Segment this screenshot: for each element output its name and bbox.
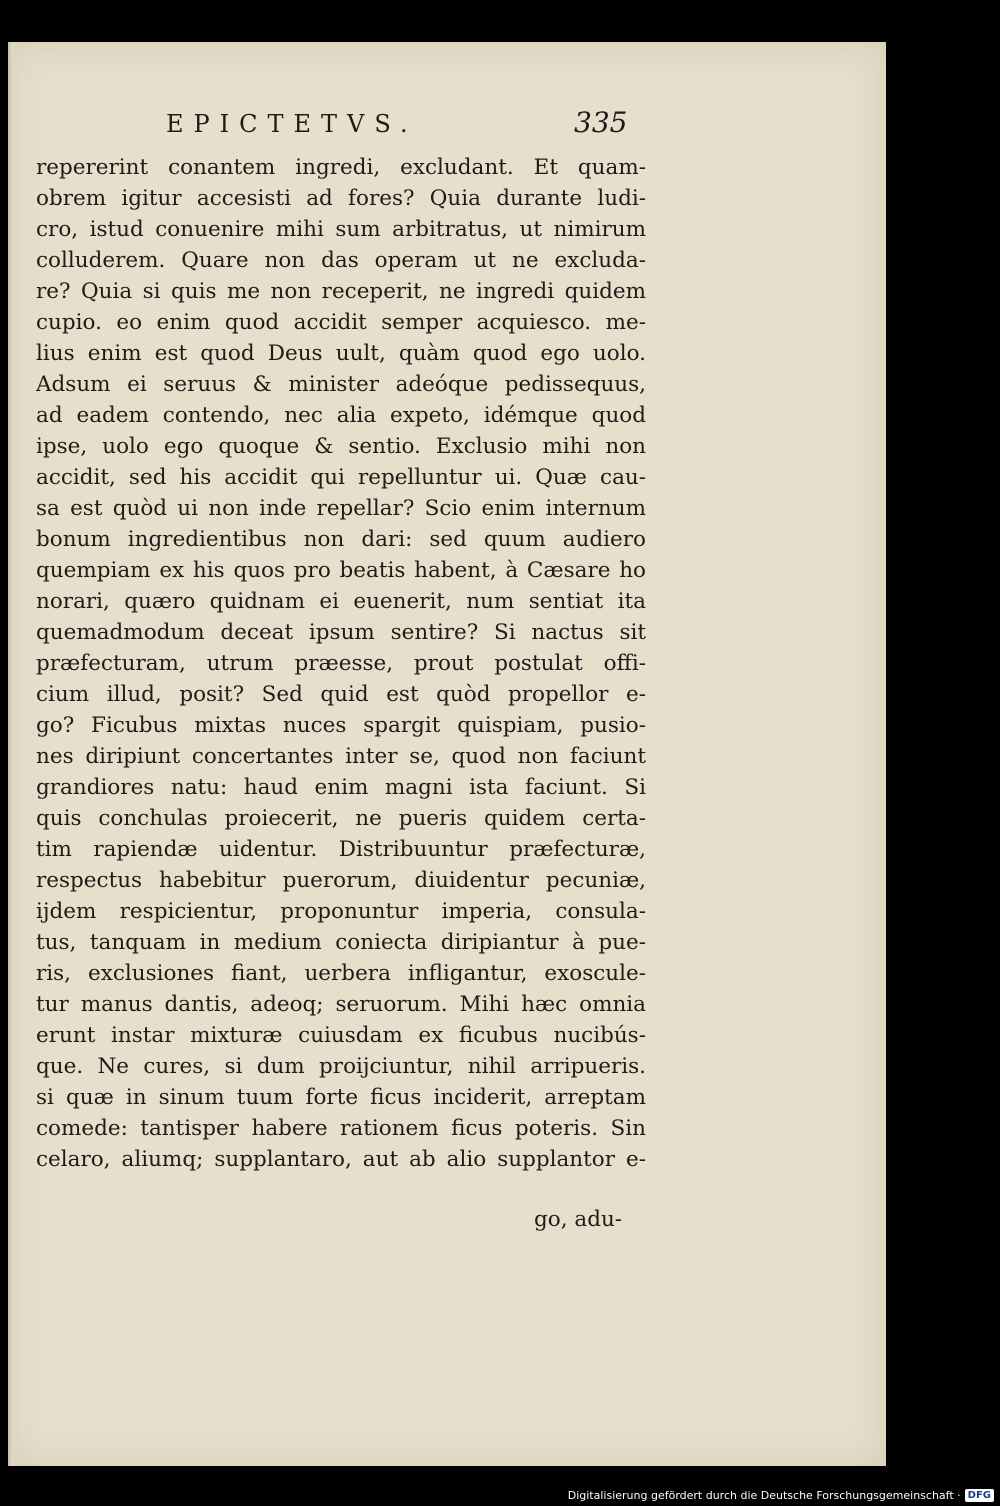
text-line: cro, istud conuenire mihi sum arbitratus, ut nimirum (36, 217, 646, 242)
text-line: quemadmodum deceat ipsum sentire? Si nactus sit (36, 620, 646, 645)
text-line: si quæ in sinum tuum forte ficus inciderit, arreptam (36, 1085, 646, 1110)
text-line: præfecturam, utrum præesse, prout postulat offi- (36, 651, 646, 676)
text-line: ipse, uolo ego quoque & sentio. Exclusio mihi non (36, 434, 646, 459)
text-line: tus, tanquam in medium coniecta diripiantur à pue- (36, 930, 646, 955)
text-line: erunt instar mixturæ cuiusdam ex ficubus nucibús- (36, 1023, 646, 1048)
text-line: tur manus dantis, adeoq; seruorum. Mihi hæc omnia (36, 992, 646, 1017)
text-line: repererint conantem ingredi, excludant. Et quam- (36, 155, 646, 180)
page-number: 335 (574, 106, 628, 139)
text-line: ris, exclusiones fiant, uerbera infligantur, exoscule- (36, 961, 646, 986)
catchword: go, adu- (534, 1207, 623, 1232)
text-line: respectus habebitur puerorum, diuidentur pecuniæ, (36, 868, 646, 893)
text-line: re? Quia si quis me non receperit, ne ingredi quidem (36, 279, 646, 304)
text-line: cium illud, posit? Sed quid est quòd propellor e- (36, 682, 646, 707)
digitization-credit: Digitalisierung gefördert durch die Deutsche Forschungsgemeinschaft · (567, 1489, 961, 1502)
body-text (36, 152, 646, 1175)
text-line: obrem igitur accesisti ad fores? Quia durante ludi- (36, 186, 646, 211)
text-line: norari, quæro quidnam ei euenerit, num sentiat ita (36, 589, 646, 614)
digitization-footer (568, 1489, 994, 1502)
text-line: accidit, sed his accidit qui repelluntur ui. Quæ cau- (36, 465, 646, 490)
text-line: bonum ingredientibus non dari: sed quum audiero (36, 527, 646, 552)
text-line: nes diripiunt concertantes inter se, quod non faciunt (36, 744, 646, 769)
text-line: celaro, aliumq; supplantaro, aut ab alio supplantor e- (36, 1147, 646, 1172)
running-head: EPICTETVS. (166, 110, 418, 138)
text-line: que. Ne cures, si dum proijciuntur, nihil arripueris. (36, 1054, 646, 1079)
text-line: comede: tantisper habere rationem ficus poteris. Sin (36, 1116, 646, 1141)
text-line: quis conchulas proiecerit, ne pueris quidem certa- (36, 806, 646, 831)
dfg-logo-icon: DFG (965, 1489, 994, 1502)
text-line: cupio. eo enim quod accidit semper acquiesco. me- (36, 310, 646, 335)
book-page (8, 42, 886, 1466)
text-line: ad eadem contendo, nec alia expeto, idémque quod (36, 403, 646, 428)
text-line: Adsum ei seruus & minister adeóque pedissequus, (36, 372, 646, 397)
text-line: colluderem. Quare non das operam ut ne excluda- (36, 248, 646, 273)
text-line: ijdem respicientur, proponuntur imperia, consula- (36, 899, 646, 924)
text-line: grandiores natu: haud enim magni ista faciunt. Si (36, 775, 646, 800)
text-line: tim rapiendæ uidentur. Distribuuntur præfecturæ, (36, 837, 646, 862)
page-gutter-shadow (8, 42, 14, 1466)
text-line: sa est quòd ui non inde repellar? Scio enim internum (36, 496, 646, 521)
text-line: quempiam ex his quos pro beatis habent, à Cæsare ho (36, 558, 646, 583)
text-line: lius enim est quod Deus uult, quàm quod ego uolo. (36, 341, 646, 366)
text-line: go? Ficubus mixtas nuces spargit quispiam, pusio- (36, 713, 646, 738)
